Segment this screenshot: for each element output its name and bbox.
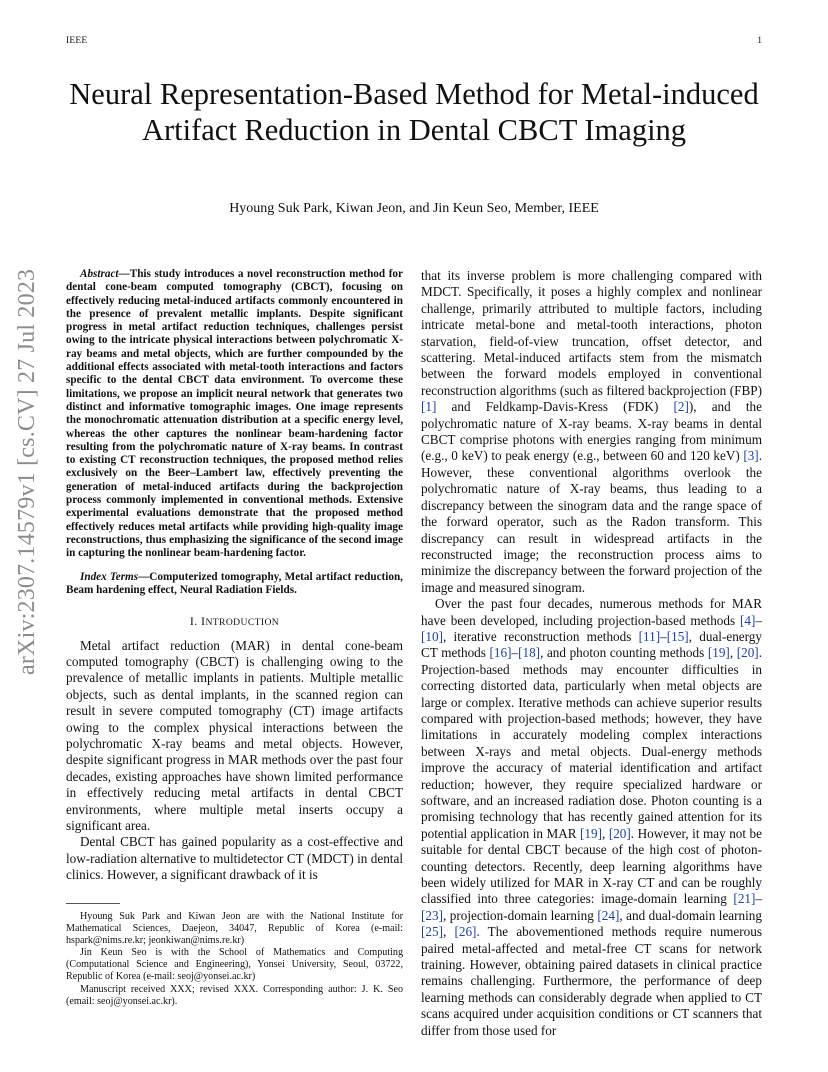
citation-link[interactable]: [19] xyxy=(707,645,730,661)
index-terms xyxy=(66,571,403,598)
citation-link[interactable]: [25] xyxy=(421,924,443,940)
section-heading: I. INTRODUCTION xyxy=(189,614,280,629)
citation-link[interactable]: [10] xyxy=(421,628,443,644)
citation-link[interactable]: [20] xyxy=(608,825,631,841)
left-column xyxy=(66,268,403,884)
author-list: Hyoung Suk Park, Kiwan Jeon, and Jin Keun Seo, Member, IEEE xyxy=(229,201,599,216)
abstract xyxy=(66,268,403,561)
citation-link[interactable]: [2] xyxy=(673,399,689,415)
body-paragraph: that its inverse problem is more challenging compared with MDCT. Specifically, it poses a highly complex and nonlinear challenge, primarily attributed to multiple factors, including intricate metal-bone and metal-tooth interactions, photon starvation, field-of-view truncation, offset detector, and scattering. Metal-induced artifacts stem from the mismatch between the forward models employed in conventional reconstruction algorithms (such as filtered backprojection (FBP) [1] and Feldkamp-Davis-Kress (FDK) [2]), and the polychromatic nature of X-ray beams. X-ray beams in dental CBCT comprise photons with energies ranging from minimum (e.g., 0 keV) to peak energy (e.g., between 60 and 120 keV) [3]. However, these conventional algorithms overlook the polychromatic nature of X-ray beams, thus leading to a discrepancy between the sinogram data and the range space of the forward operator, such as the Radon transform. This discrepancy can result in widespread artifacts in the reconstructed image; the reconstruction process aims to minimize the discrepancy between the forward projection of the image and measured sinogram. xyxy=(421,268,762,595)
footnotes xyxy=(66,911,403,1008)
citation-link[interactable]: [3] xyxy=(743,448,759,464)
citation-link[interactable]: [15] xyxy=(666,628,689,644)
page-number: 1 xyxy=(757,36,762,46)
abstract-text: —This study introduces a novel reconstruction method for dental cone-beam computed tomography (CBCT), focusing on effectively reducing metal-induced artifacts commonly encountered in the presence of prevalent metallic implants. Despite significant progress in metal artifact reduction techniques, challenges persist owing to the intricate physical interactions between polychromatic X-ray beams and metal objects, which are further compounded by the additional effects associated with metal-tooth interactions and factors specific to the dental CBCT data environment. To overcome these limitations, we propose an implicit neural network that generates two distinct and informative tomographic images. One image represents the monochromatic attenuation distribution at a specific energy level, whereas the other captures the nonlinear beam-hardening factor resulting from the polychromatic nature of X-ray beams. In contrast to existing CT reconstruction techniques, the proposed method relies exclusively on the Beer–Lambert law, effectively preventing the generation of metal-induced artifacts during the backprojection process commonly implemented in conventional methods. Extensive experimental evaluations demonstrate that the proposed method effectively reduces metal artifacts while providing high-quality image reconstructions, thus emphasizing the significance of the second image in capturing the nonlinear beam-hardening factor. xyxy=(66,268,403,560)
index-terms-text: —Computerized tomography, Metal artifact reduction, Beam hardening effect, Neural Radiation Fields. xyxy=(66,570,403,596)
citation-link[interactable]: [1] xyxy=(421,399,437,415)
footnote-rule xyxy=(66,903,120,904)
citation-link[interactable]: [21] xyxy=(733,891,756,907)
citation-link[interactable]: [11] xyxy=(638,628,661,644)
citation-link[interactable]: [19] xyxy=(580,825,603,841)
running-header: IEEE xyxy=(66,36,88,46)
paper-title: Neural Representation-Based Method for Metal-induced Artifact Reduction in Dental CBCT Imaging xyxy=(69,77,759,147)
index-terms-label: Index Terms xyxy=(80,570,139,583)
right-column xyxy=(421,268,762,1039)
footnote: Hyoung Suk Park and Kiwan Jeon are with the National Institute for Mathematical Sciences, Daejeon, 34047, Republic of Korea (e-mail: hspark@nims.re.kr; jeonkiwan@nims.re.kr) xyxy=(66,911,403,947)
citation-link[interactable]: [18] xyxy=(518,645,541,661)
body-paragraph: Over the past four decades, numerous methods for MAR have been developed, including projection-based methods [4]–[10], iterative reconstruction methods [11]–[15], dual-energy CT methods [16]–[18], and photon counting methods [19], [20]. Projection-based methods may encounter difficulties in correcting distorted data, particularly when metal objects are large or complex. Iterative methods can achieve superior results compared with projection-based methods; however, they have limitations in accurately modeling complex interactions between X-rays and metal objects. Dual-energy methods improve the accuracy of material identification and artifact reduction; however, they require specialized hardware or software, and an increased radiation dose. Photon counting is a promising technology that has recently gained attention for its potential application in MAR [19], [20]. However, it may not be suitable for dental CBCT because of the high cost of photon-counting detectors. Recently, deep learning algorithms have been widely utilized for MAR in X-ray CT and can be roughly classified into three categories: image-domain learning [21]–[23], projection-domain learning [24], and dual-domain learning [25], [26]. The abovementioned methods require numerous paired metal-affected and metal-free CT scans for network training. However, obtaining paired datasets in clinical practice remains challenging. Furthermore, the performance of deep learning methods can considerably degrade when applied to CT scans acquired under acquisition conditions or CT scanners that differ from those used for xyxy=(421,596,763,1038)
citation-link[interactable]: [16] xyxy=(489,645,512,661)
citation-link[interactable]: [26] xyxy=(454,924,477,940)
citation-link[interactable]: [24] xyxy=(597,907,620,923)
citation-link[interactable]: [4] xyxy=(740,612,756,628)
footnote: Manuscript received XXX; revised XXX. Corresponding author: J. K. Seo (email: seoj@yonsei.ac.kr). xyxy=(66,983,403,1007)
intro-paragraph: Metal artifact reduction (MAR) in dental cone-beam computed tomography (CBCT) is challenging owing to the prevalence of metallic implants in patients. Multiple metallic objects, such as dental implants, in the scanned region can result in severe computed tomography (CT) image artifacts owing to the complex physical interactions between the polychromatic X-ray beams and metal objects. However, despite significant progress in MAR methods over the past four decades, existing approaches have shown limited performance in effectively reducing metal artifacts in dental CBCT environments, where multiple metal inserts occupy a significant area. xyxy=(66,637,403,833)
abstract-label: Abstract xyxy=(80,268,119,280)
arxiv-stamp: arXiv:2307.14579v1 [cs.CV] 27 Jul 2023 xyxy=(14,268,40,675)
citation-link[interactable]: [20] xyxy=(736,645,759,661)
citation-link[interactable]: [23] xyxy=(421,907,443,923)
intro-paragraph: Dental CBCT has gained popularity as a cost-effective and low-radiation alternative to multidetector CT (MDCT) in dental clinics. However, a significant drawback of it is xyxy=(66,834,403,883)
footnote: Jin Keun Seo is with the School of Mathematics and Computing (Computational Science and Engineering), Yonsei University, Seoul, 03722, Republic of Korea (e-mail: seoj@yonsei.ac.kr) xyxy=(66,947,403,983)
